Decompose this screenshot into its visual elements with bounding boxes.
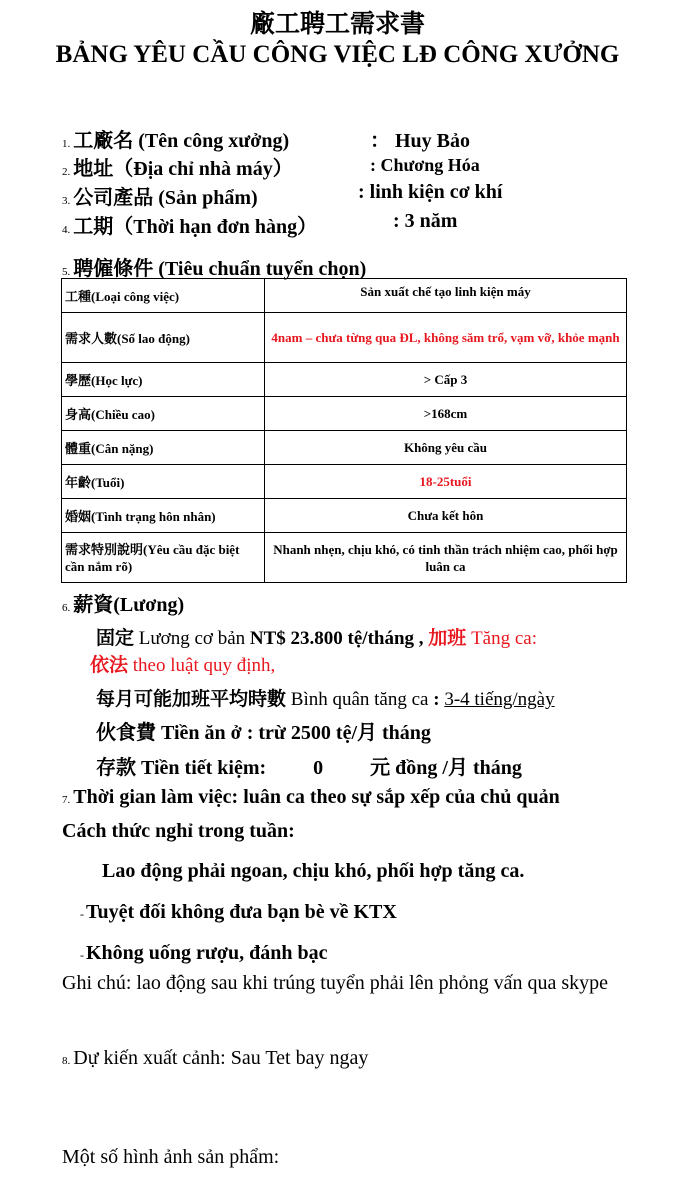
info-contract-term: 4. 工期（Thời hạn đơn hàng） [62, 216, 318, 238]
info-factory-name-value: ： Huy Bảo [370, 130, 471, 152]
salary-law-line: 依法 theo luật quy định, [90, 655, 276, 676]
salary-food-cost: 伙食費 Tiền ăn ở : trừ 2500 tệ/月 tháng [96, 722, 431, 744]
document-title-chinese: 廠工聘工需求書 [249, 11, 425, 38]
criteria-label-height: 身高(Chiều cao) [62, 397, 265, 431]
criteria-value-age: 18-25tuổi [265, 465, 627, 499]
table-row [62, 279, 627, 313]
criteria-value-headcount: 4nam – chưa từng qua ĐL, không săm trổ, vạm vỡ, khỏe mạnh [265, 313, 627, 363]
departure-plan: 8. Dự kiến xuất cảnh: Sau Tet bay ngay [62, 1047, 369, 1069]
criteria-value-height: >168cm [265, 397, 627, 431]
salary-overtime-average: 每月可能加班平均時數 Bình quân tăng ca : 3-4 tiếng/ngày [96, 689, 555, 710]
info-factory-name: 1. 工廠名 (Tên công xưởng) [62, 130, 290, 152]
criteria-label-marital: 婚姻(Tình trạng hôn nhân) [62, 499, 265, 533]
criteria-heading: 5. 聘僱條件 (Tiêu chuẩn tuyển chọn) [62, 258, 367, 280]
table-row [62, 397, 627, 431]
info-factory-address-value: : Chương Hóa [370, 155, 480, 175]
criteria-value-special: Nhanh nhẹn, chịu khó, có tinh thần trách nhiệm cao, phối hợp luân ca [265, 533, 627, 583]
criteria-table [61, 278, 627, 583]
criteria-value-marital: Chưa kết hôn [265, 499, 627, 533]
product-images-caption: Một số hình ảnh sản phẩm: [62, 1146, 280, 1168]
work-hours: 7. Thời gian làm việc: luân ca theo sự sắp xếp của chủ quản [62, 786, 560, 808]
info-factory-address: 2. 地址（Địa chỉ nhà máy） [62, 158, 293, 180]
document-title-vietnamese: BẢNG YÊU CẦU CÔNG VIỆC LĐ CÔNG XƯỞNG [55, 41, 620, 68]
criteria-value-education: > Cấp 3 [265, 363, 627, 397]
criteria-value-job-type: Sản xuất chế tạo linh kiện máy [265, 279, 627, 313]
criteria-label-special: 需求特別說明(Yêu cầu đặc biệt cần nắm rõ) [62, 533, 265, 583]
criteria-label-weight: 體重(Cân nặng) [62, 431, 265, 465]
table-row [62, 465, 627, 499]
table-row [62, 499, 627, 533]
criteria-label-headcount: 需求人數(Số lao động) [62, 313, 265, 363]
salary-heading: 6. 薪資(Lương) [62, 594, 185, 616]
table-row [62, 533, 627, 583]
info-products-value: : linh kiện cơ khí [358, 181, 503, 203]
work-rule-no-friends: - Tuyệt đối không đưa bạn bè về KTX [80, 901, 397, 923]
criteria-label-job-type: 工種(Loại công việc) [62, 279, 265, 313]
work-rule-no-alcohol: - Không uống rượu, đánh bạc [80, 942, 328, 964]
work-weekly-rest: Cách thức nghỉ trong tuần: [62, 820, 295, 842]
table-row [62, 431, 627, 465]
work-note: Ghi chú: lao động sau khi trúng tuyển phải lên phỏng vấn qua skype [62, 972, 609, 994]
salary-base-line: 固定 Lương cơ bản NT$ 23.800 tệ/tháng , 加班 Tăng ca: [96, 628, 537, 649]
table-row [62, 363, 627, 397]
table-row [62, 313, 627, 363]
info-products: 3. 公司產品 (Sản phẩm) [62, 187, 258, 209]
info-contract-term-value: : 3 năm [393, 210, 458, 232]
criteria-label-age: 年齡(Tuổi) [62, 465, 265, 499]
work-attitude: Lao động phải ngoan, chịu khó, phối hợp tăng ca. [102, 860, 525, 882]
salary-savings: 存款 Tiền tiết kiệm: 0 元 đồng /月 tháng [96, 757, 522, 779]
criteria-value-weight: Không yêu cầu [265, 431, 627, 465]
criteria-label-education: 學歷(Học lực) [62, 363, 265, 397]
